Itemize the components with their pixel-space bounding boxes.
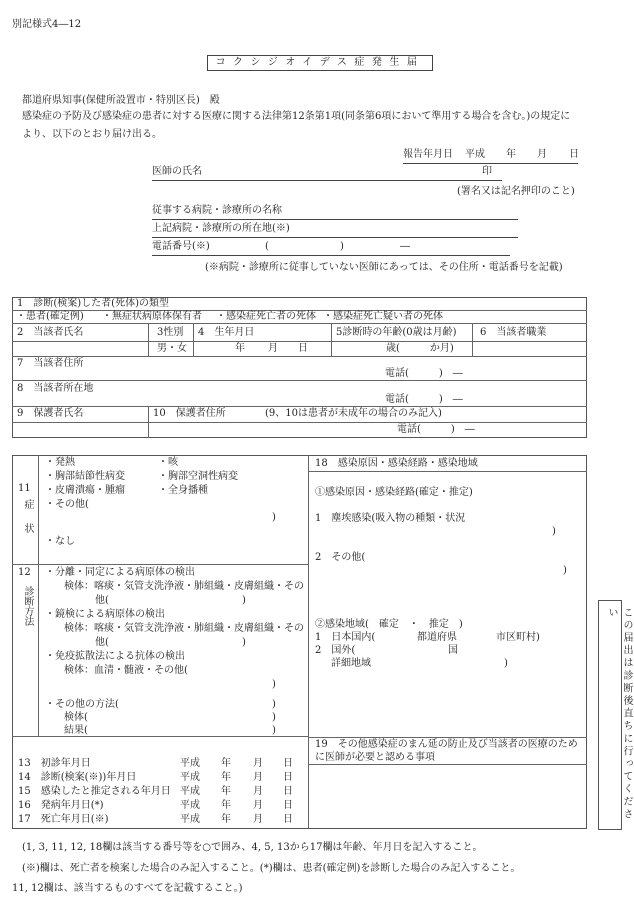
footnote-1: (1, 3, 11, 12, 18欄は該当する番号等を○で囲み、4, 5, 13から17欄は年齢、年月日を記入すること。 bbox=[22, 842, 483, 853]
infection-area-title[interactable]: ②感染地域( 確定 ・ 推定 ) bbox=[315, 619, 463, 630]
report-date-field[interactable] bbox=[403, 150, 578, 164]
job-field[interactable] bbox=[474, 343, 584, 355]
patient-address-phone[interactable]: 電話( ) ― bbox=[385, 368, 463, 379]
symptom-chest-cavity[interactable]: ・胸部空洞性病変 bbox=[158, 471, 238, 482]
area-overseas-country: 国 bbox=[448, 645, 458, 656]
report-date-label: 報告年月日 bbox=[403, 149, 453, 160]
area-domestic-city: 市区町村) bbox=[496, 632, 540, 643]
method-isolation-specimen[interactable]: 検体：喀痰・気管支洗浄液・肺組織・皮膚組織・その bbox=[64, 581, 304, 592]
date-month[interactable]: 月 bbox=[253, 814, 263, 825]
date-label-16: 16 発病年月日(*) bbox=[18, 800, 104, 811]
date-year[interactable]: 年 bbox=[221, 814, 231, 825]
date-day[interactable]: 日 bbox=[283, 772, 293, 783]
close-paren: ) bbox=[242, 637, 246, 648]
method-isolation-other[interactable]: 他( bbox=[95, 595, 109, 606]
date-day[interactable]: 日 bbox=[283, 800, 293, 811]
symptom-cough[interactable]: ・咳 bbox=[158, 457, 178, 468]
intro-line-1: 感染症の予防及び感染症の患者に対する医療に関する法律第12条第1項(同条第6項において準用する場合を含む。)の規定に bbox=[22, 111, 571, 122]
date-month[interactable]: 月 bbox=[253, 800, 263, 811]
dob-day[interactable]: 日 bbox=[298, 343, 308, 354]
form-title: コクシジオイデス症発生届 bbox=[207, 55, 433, 71]
section18-label: 18 感染原因・感染経路・感染地域 bbox=[315, 458, 478, 469]
doctor-note: (※病院・診療所に従事していない医師にあっては、その住所・電話番号を記載) bbox=[205, 262, 563, 273]
close-paren: ) bbox=[272, 699, 276, 710]
phone-field[interactable] bbox=[152, 242, 510, 256]
guardian-name-field[interactable] bbox=[14, 424, 146, 436]
type-option-asymptomatic[interactable]: ・無症状病原体保有者 bbox=[102, 311, 202, 322]
type-option-suspected-deceased[interactable]: ・感染症死亡疑い者の死体 bbox=[323, 311, 443, 322]
close-paren: ) bbox=[272, 679, 276, 690]
dob-label: 4 生年月日 bbox=[198, 327, 255, 338]
phone-open-paren: ( bbox=[265, 241, 269, 252]
date-year[interactable]: 年 bbox=[221, 800, 231, 811]
symptom-other[interactable]: ・その他( bbox=[45, 499, 89, 510]
section19-label-2: に医師が必要と認める事項 bbox=[315, 752, 435, 763]
method-microscopy-other[interactable]: 他( bbox=[95, 637, 109, 648]
area-overseas-detail: 詳細地域 bbox=[331, 658, 371, 669]
method-immunodiffusion[interactable]: ・免疫拡散法による抗体の検出 bbox=[45, 651, 185, 662]
date-month[interactable]: 月 bbox=[253, 786, 263, 797]
phone-close-paren: ) bbox=[340, 241, 344, 252]
section12-number: 12 bbox=[18, 567, 31, 578]
sex-label: 3性別 bbox=[157, 327, 184, 338]
date-day[interactable]: 日 bbox=[283, 758, 293, 769]
side-note-box bbox=[598, 600, 632, 830]
route-dust-inhalation[interactable]: 1 塵埃感染(吸入物の種類・状況 bbox=[315, 513, 466, 524]
patient-name-field[interactable] bbox=[14, 343, 146, 355]
dob-year[interactable]: 年 bbox=[235, 343, 245, 354]
date-era[interactable]: 平成 bbox=[180, 758, 200, 769]
method-microscopy[interactable]: ・鏡検による病原体の検出 bbox=[45, 609, 165, 620]
report-date-era: 平成 bbox=[465, 149, 485, 160]
report-date-day: 日 bbox=[569, 149, 579, 160]
date-month[interactable]: 月 bbox=[253, 758, 263, 769]
phone-label: 電話番号(※) bbox=[152, 241, 210, 252]
method-immunodiffusion-specimen[interactable]: 検体：血清・髄液・その他( bbox=[64, 665, 188, 676]
phone-dash: ― bbox=[400, 241, 410, 252]
age-label: 5診断時の年齢(0歳は月齢) bbox=[336, 327, 457, 338]
date-label-13: 13 初診年月日 bbox=[18, 758, 91, 769]
section19-label-1: 19 その他感染症のまん延の防止及び当該者の医療のため bbox=[315, 739, 578, 750]
job-label: 6 当該者職業 bbox=[480, 327, 547, 338]
area-domestic[interactable]: 1 日本国内( bbox=[315, 632, 376, 643]
close-paren: ) bbox=[272, 725, 276, 736]
close-paren: ) bbox=[272, 712, 276, 723]
side-note-text: この届出は診断後直ちに行ってください bbox=[606, 607, 632, 822]
symptom-other-close: ) bbox=[272, 512, 276, 523]
area-domestic-prefecture: 都道府県 bbox=[417, 632, 457, 643]
form-id: 別記様式4―12 bbox=[12, 19, 82, 30]
date-year[interactable]: 年 bbox=[221, 786, 231, 797]
section11-number: 11 bbox=[18, 483, 31, 494]
age-field[interactable]: 歳( か月) bbox=[386, 343, 454, 354]
symptom-chest-nodule[interactable]: ・胸部結節性病変 bbox=[45, 471, 125, 482]
seal-mark: 印 bbox=[482, 166, 492, 177]
footnote-3: 11, 12欄は、該当するものすべてを記載すること。) bbox=[12, 883, 243, 894]
date-era[interactable]: 平成 bbox=[180, 814, 200, 825]
footnote-2: (※)欄は、死亡者を検案した場合のみ記入すること。(*)欄は、患者(確定例)を診断した場合のみ記入すること。 bbox=[22, 863, 521, 874]
date-month[interactable]: 月 bbox=[253, 772, 263, 783]
guardian-phone[interactable]: 電話( ) ― bbox=[397, 424, 475, 435]
type-option-deceased[interactable]: ・感染症死亡者の死体 bbox=[216, 311, 316, 322]
date-era[interactable]: 平成 bbox=[180, 772, 200, 783]
section11-title: 症状 bbox=[22, 499, 33, 547]
date-year[interactable]: 年 bbox=[221, 772, 231, 783]
section19-field[interactable] bbox=[310, 766, 585, 826]
seal-note: (署名又は記名押印のこと) bbox=[457, 186, 575, 197]
patient-name-label: 2 当該者氏名 bbox=[17, 327, 84, 338]
guardian-name-label: 9 保護者氏名 bbox=[17, 408, 84, 419]
date-day[interactable]: 日 bbox=[283, 786, 293, 797]
patient-location-phone[interactable]: 電話( ) ― bbox=[385, 394, 463, 405]
method-other-result[interactable]: 結果( bbox=[64, 725, 88, 736]
section1-label: 1 診断(検案)した者(死体)の類型 bbox=[17, 298, 169, 309]
method-other-specimen[interactable]: 検体( bbox=[64, 712, 88, 723]
method-isolation[interactable]: ・分離・同定による病原体の検出 bbox=[45, 567, 195, 578]
close-paren: ) bbox=[552, 526, 556, 537]
date-era[interactable]: 平成 bbox=[180, 786, 200, 797]
close-paren: ) bbox=[504, 658, 508, 669]
symptom-none[interactable]: ・なし bbox=[45, 536, 75, 547]
date-year[interactable]: 年 bbox=[221, 758, 231, 769]
method-other[interactable]: ・その他の方法( bbox=[45, 699, 119, 710]
addressee: 都道府県知事(保健所設置市・特別区長) 殿 bbox=[22, 95, 220, 106]
close-paren: ) bbox=[563, 565, 567, 576]
date-label-15: 15 感染したと推定される年月日 bbox=[18, 786, 171, 797]
patient-address-label: 7 当該者住所 bbox=[17, 358, 84, 369]
route-other[interactable]: 2 その他( bbox=[315, 552, 366, 563]
symptom-fever[interactable]: ・発熱 bbox=[45, 457, 75, 468]
sex-select[interactable]: 男・女 bbox=[157, 343, 187, 354]
date-day[interactable]: 日 bbox=[283, 814, 293, 825]
hospital-address-field[interactable] bbox=[152, 224, 518, 238]
symptom-disseminated[interactable]: ・全身播種 bbox=[158, 485, 208, 496]
infection-route-title[interactable]: ①感染原因・感染経路(確定・推定) bbox=[315, 487, 473, 498]
area-overseas[interactable]: 2 国外( bbox=[315, 645, 356, 656]
doctor-name-label: 医師の氏名 bbox=[152, 166, 202, 177]
hospital-address-label: 上記病院・診療所の所在地(※) bbox=[152, 223, 290, 234]
section12-title: 診断方法 bbox=[22, 586, 33, 626]
doctor-name-field[interactable] bbox=[152, 167, 502, 181]
patient-location-label: 8 当該者所在地 bbox=[17, 383, 94, 394]
dob-month[interactable]: 月 bbox=[268, 343, 278, 354]
guardian-note: (9、10は患者が未成年の場合のみ記入) bbox=[265, 408, 442, 419]
report-date-year: 年 bbox=[506, 149, 516, 160]
symptom-skin-ulcer[interactable]: ・皮膚潰瘍・腫瘤 bbox=[45, 485, 125, 496]
type-option-confirmed[interactable]: ・患者(確定例) bbox=[16, 311, 84, 322]
date-label-17: 17 死亡年月日(※) bbox=[18, 814, 109, 825]
guardian-address-label: 10 保護者住所 bbox=[153, 408, 226, 419]
hospital-name-field[interactable] bbox=[152, 206, 518, 220]
hospital-name-label: 従事する病院・診療所の名称 bbox=[152, 205, 282, 216]
close-paren: ) bbox=[242, 595, 246, 606]
method-microscopy-specimen[interactable]: 検体：喀痰・気管支洗浄液・肺組織・皮膚組織・その bbox=[64, 623, 304, 634]
date-era[interactable]: 平成 bbox=[180, 800, 200, 811]
intro-line-2: より、以下のとおり届け出る。 bbox=[22, 129, 162, 140]
report-date-month: 月 bbox=[537, 149, 547, 160]
date-label-14: 14 診断(検案(※))年月日 bbox=[18, 772, 137, 783]
